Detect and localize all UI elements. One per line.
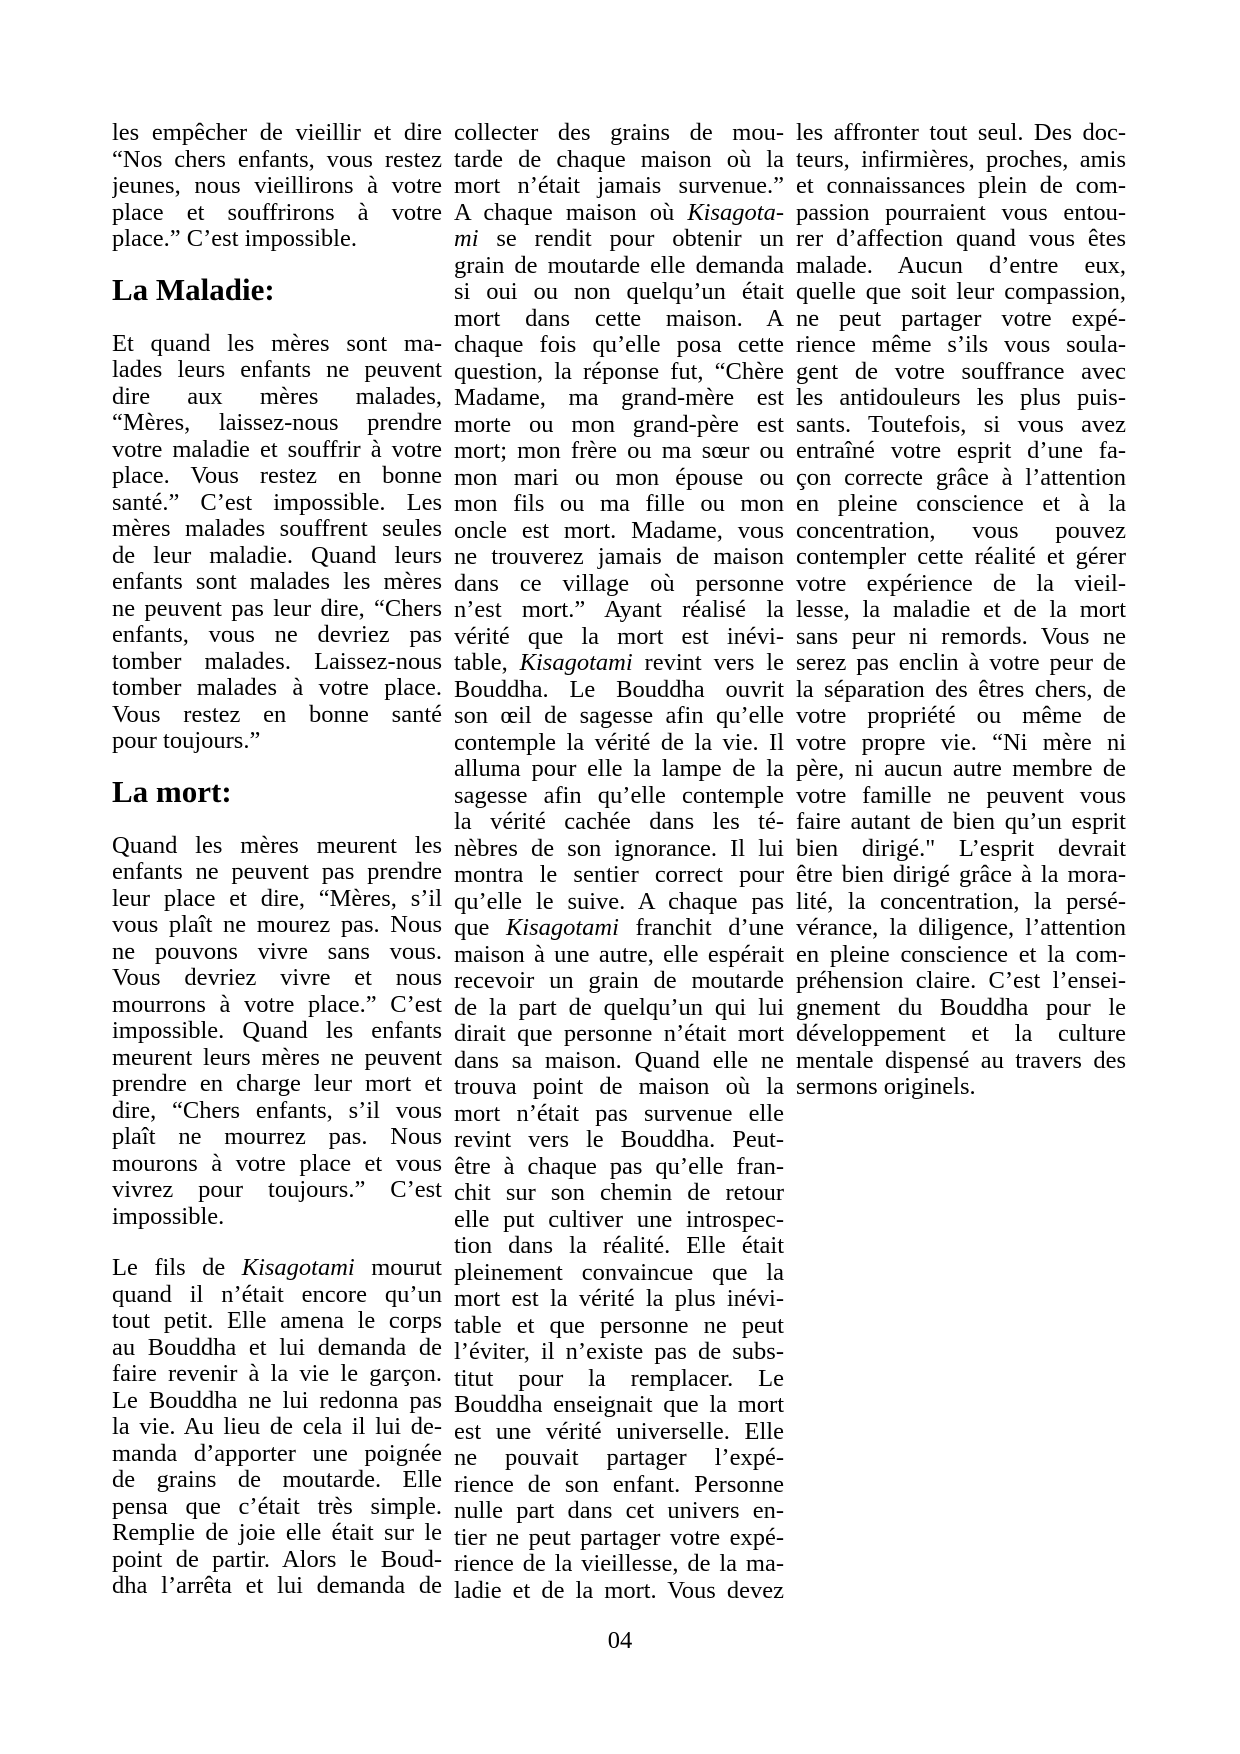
section-heading: La Maladie:	[112, 271, 275, 307]
text-line: ne peuvent pas leur dire, “Chers	[112, 595, 442, 622]
text-line: question, la réponse fut, “Chère	[454, 358, 784, 385]
text-line: tomber malades. Laissez-nous	[112, 648, 442, 675]
text-line: rer d’affection quand vous êtes	[796, 226, 1126, 252]
text-line: serez pas enclin à votre peur de	[796, 650, 1126, 676]
text-line: ne trouverez jamais de maison	[454, 544, 784, 570]
text-line: la vie. Au lieu de cela il lui de-	[112, 1414, 442, 1440]
text-line: contempler cette réalité et gérer	[796, 544, 1126, 570]
text-line: faire revenir à la vie le garçon.	[112, 1361, 442, 1387]
text-line: faire autant de bien qu’un esprit	[796, 809, 1126, 835]
text-line: mentale dispensé au travers des	[796, 1047, 1126, 1074]
text-line: grain de moutarde elle demanda	[454, 252, 784, 279]
text-line: mon fils ou ma fille ou mon	[454, 491, 784, 517]
text-line: table et que personne ne peut	[454, 1312, 784, 1339]
text-line: trouva point de maison où la	[454, 1074, 784, 1100]
text-line: tomber malades à votre place.	[112, 675, 442, 701]
text-line: pensa que c’était très simple.	[112, 1493, 442, 1520]
text-line: çon correcte grâce à l’attention	[796, 464, 1126, 491]
paragraph	[796, 120, 1126, 1101]
text-line: Le fils de Kisagotami mourut	[112, 1255, 442, 1281]
paragraph	[112, 833, 442, 1231]
text-line: place. Vous restez en bonne	[112, 463, 442, 489]
text-line: mères malades souffrent seules	[112, 516, 442, 542]
text-line: alluma pour elle la lampe de la	[454, 756, 784, 782]
text-line: morte ou mon grand-père est	[454, 411, 784, 438]
paragraph	[112, 120, 442, 253]
text-line: votre propre vie. “Ni mère ni	[796, 729, 1126, 756]
text-line: Bouddha. Le Bouddha ouvrit	[454, 676, 784, 703]
text-line: votre famille ne peuvent vous	[796, 782, 1126, 809]
text-line: être à chaque pas qu’elle fran-	[454, 1153, 784, 1180]
text-column-3	[796, 120, 1126, 1604]
text-line: la vérité cachée dans les té-	[454, 809, 784, 835]
text-line: ne pouvons vivre sans vous.	[112, 938, 442, 965]
text-columns	[112, 120, 1126, 1604]
text-line: votre propriété ou même de	[796, 703, 1126, 729]
text-column-2	[454, 120, 784, 1604]
text-line: ladie et de la mort. Vous devez	[454, 1577, 784, 1604]
text-line: vérité que la mort est inévi-	[454, 623, 784, 650]
text-line: de la part de quelqu’un qui lui	[454, 994, 784, 1021]
text-line: chit sur son chemin de retour	[454, 1180, 784, 1206]
text-line: concentration, vous pouvez	[796, 517, 1126, 544]
text-line: ne peut partager votre expé-	[796, 305, 1126, 332]
text-line: teurs, infirmières, proches, amis	[796, 146, 1126, 173]
text-column-1	[112, 120, 442, 1604]
section-heading: La mort:	[112, 773, 232, 809]
text-line: mort dans cette maison. A	[454, 305, 784, 332]
text-line: elle put cultiver une introspec-	[454, 1206, 784, 1233]
text-line: “Mères, laissez-nous prendre	[112, 410, 442, 436]
text-line: préhension claire. C’est l’ensei-	[796, 968, 1126, 994]
text-line: mourons à votre place et vous	[112, 1150, 442, 1177]
text-line: place et souffrirons à votre	[112, 199, 442, 226]
text-line: tout petit. Elle amena le corps	[112, 1308, 442, 1334]
text-line: tarde de chaque maison où la	[454, 146, 784, 173]
text-line: vivrez pour toujours.” C’est	[112, 1177, 442, 1203]
text-line: nulle part dans cet univers en-	[454, 1498, 784, 1524]
text-line: entraîné votre esprit d’une fa-	[796, 438, 1126, 464]
text-line: meurent leurs mères ne peuvent	[112, 1044, 442, 1071]
text-line: A chaque maison où Kisagota-	[454, 199, 784, 226]
text-line: et connaissances plein de com-	[796, 173, 1126, 199]
text-line: être bien dirigé grâce à la mora-	[796, 862, 1126, 888]
text-line: mourrons à votre place.” C’est	[112, 991, 442, 1018]
text-line: enfants ne peuvent pas prendre	[112, 859, 442, 885]
text-line: gent de votre souffrance avec	[796, 358, 1126, 385]
text-line: en pleine conscience et la com-	[796, 941, 1126, 968]
text-line: dire aux mères malades,	[112, 383, 442, 410]
text-line: mi se rendit pour obtenir un	[454, 226, 784, 252]
text-line: sagesse afin qu’elle contemple	[454, 782, 784, 809]
text-line: ne pouvait partager l’expé-	[454, 1445, 784, 1471]
text-line: revint vers le Bouddha. Peut-	[454, 1127, 784, 1153]
text-line: dans ce village où personne	[454, 570, 784, 597]
text-line: rience de son enfant. Personne	[454, 1471, 784, 1498]
text-line: mort; mon frère ou ma sœur ou	[454, 438, 784, 464]
text-line: pour toujours.”	[112, 728, 261, 754]
text-line: table, Kisagotami revint vers le	[454, 650, 784, 676]
text-line: point de partir. Alors le Boud-	[112, 1546, 442, 1573]
text-line: père, ni aucun autre membre de	[796, 756, 1126, 782]
text-line: passion pourraient vous entou-	[796, 199, 1126, 226]
text-line: Quand les mères meurent les	[112, 832, 442, 859]
text-line: Le Bouddha ne lui redonna pas	[112, 1387, 442, 1414]
text-line: tion dans la réalité. Elle était	[454, 1233, 784, 1259]
text-line: Remplie de joie elle était sur le	[112, 1520, 442, 1546]
text-line: oncle est mort. Madame, vous	[454, 517, 784, 544]
text-line: développement et la culture	[796, 1021, 1126, 1047]
text-line: mort est la vérité la plus inévi-	[454, 1286, 784, 1312]
text-line: sermons originels.	[796, 1074, 976, 1100]
text-line: impossible. Quand les enfants	[112, 1018, 442, 1044]
text-line: dans sa maison. Quand elle ne	[454, 1047, 784, 1074]
text-line: l’éviter, il n’existe pas de subs-	[454, 1339, 784, 1365]
text-line: vérance, la diligence, l’attention	[796, 915, 1126, 941]
text-line: jeunes, nous vieillirons à votre	[112, 173, 442, 199]
paragraph	[112, 331, 442, 755]
text-line: Madame, ma grand-mère est	[454, 385, 784, 411]
text-line: dire, “Chers enfants, s’il vous	[112, 1097, 442, 1124]
text-line: rience de la vieillesse, de la ma-	[454, 1551, 784, 1577]
text-line: la séparation des êtres chers, de	[796, 676, 1126, 703]
text-line: de leur maladie. Quand leurs	[112, 542, 442, 569]
text-line: qu’elle le suive. A chaque pas	[454, 888, 784, 915]
text-line: de grains de moutarde. Elle	[112, 1467, 442, 1493]
text-line: tier ne peut partager votre expé-	[454, 1524, 784, 1551]
paragraph	[112, 1255, 442, 1600]
text-line: rience même s’ils vous soula-	[796, 332, 1126, 358]
text-line: pleinement convaincue que la	[454, 1259, 784, 1286]
text-line: son œil de sagesse afin qu’elle	[454, 703, 784, 729]
text-line: titut pour la remplacer. Le	[454, 1365, 784, 1392]
text-line: maison à une autre, elle espérait	[454, 941, 784, 968]
text-line: que Kisagotami franchit d’une	[454, 915, 784, 941]
text-line: votre expérience de la vieil-	[796, 570, 1126, 597]
page-number: 04	[607, 1627, 633, 1654]
text-line: plaît ne mourrez pas. Nous	[112, 1124, 442, 1150]
text-line: mort n’était jamais survenue.”	[454, 173, 784, 199]
text-line: impossible.	[112, 1203, 225, 1230]
text-line: Vous devriez vivre et nous	[112, 965, 442, 991]
text-line: gnement du Bouddha pour le	[796, 994, 1126, 1021]
text-line: au Bouddha et lui demanda de	[112, 1334, 442, 1361]
text-line: quand il n’était encore qu’un	[112, 1281, 442, 1308]
text-line: est une vérité universelle. Elle	[454, 1418, 784, 1445]
text-line: contemple la vérité de la vie. Il	[454, 729, 784, 756]
text-line: place.” C’est impossible.	[112, 226, 357, 252]
text-line: n’est mort.” Ayant réalisé la	[454, 597, 784, 623]
text-line: “Nos chers enfants, vous restez	[112, 146, 442, 173]
text-line: sants. Toutefois, si vous avez	[796, 411, 1126, 438]
text-line: Et quand les mères sont ma-	[112, 330, 442, 357]
text-line: mort n’était pas survenue elle	[454, 1100, 784, 1127]
text-line: santé.” C’est impossible. Les	[112, 489, 442, 516]
text-line: les affronter tout seul. Des doc-	[796, 120, 1126, 146]
text-line: nèbres de son ignorance. Il lui	[454, 835, 784, 862]
text-line: lité, la concentration, la persé-	[796, 888, 1126, 915]
paragraph	[454, 120, 784, 1604]
text-line: prendre en charge leur mort et	[112, 1071, 442, 1097]
text-line: collecter des grains de mou-	[454, 120, 784, 146]
text-line: vous plaît ne mourez pas. Nous	[112, 912, 442, 938]
text-line: bien dirigé." L’esprit devrait	[796, 835, 1126, 862]
text-line: enfants, vous ne devriez pas	[112, 622, 442, 648]
text-line: votre maladie et souffrir à votre	[112, 436, 442, 463]
text-line: mon mari ou mon épouse ou	[454, 464, 784, 491]
text-line: lades leurs enfants ne peuvent	[112, 357, 442, 383]
text-line: en pleine conscience et à la	[796, 491, 1126, 517]
text-line: dha l’arrêta et lui demanda de	[112, 1573, 442, 1599]
text-line: lesse, la maladie et de la mort	[796, 597, 1126, 623]
text-line: leur place et dire, “Mères, s’il	[112, 885, 442, 912]
text-line: chaque fois qu’elle posa cette	[454, 332, 784, 358]
text-line: Vous restez en bonne santé	[112, 701, 442, 728]
text-line: malade. Aucun d’entre eux,	[796, 252, 1126, 279]
text-line: quelle que soit leur compassion,	[796, 279, 1126, 305]
text-line: sans peur ni remords. Vous ne	[796, 623, 1126, 650]
text-line: Bouddha enseignait que la mort	[454, 1392, 784, 1418]
text-line: si oui ou non quelqu’un était	[454, 279, 784, 305]
text-line: montra le sentier correct pour	[454, 862, 784, 888]
text-line: les empêcher de vieillir et dire	[112, 120, 442, 146]
text-line: recevoir un grain de moutarde	[454, 968, 784, 994]
text-line: les antidouleurs les plus puis-	[796, 385, 1126, 411]
text-line: enfants sont malades les mères	[112, 569, 442, 595]
text-line: dirait que personne n’était mort	[454, 1021, 784, 1047]
text-line: manda d’apporter une poignée	[112, 1440, 442, 1467]
